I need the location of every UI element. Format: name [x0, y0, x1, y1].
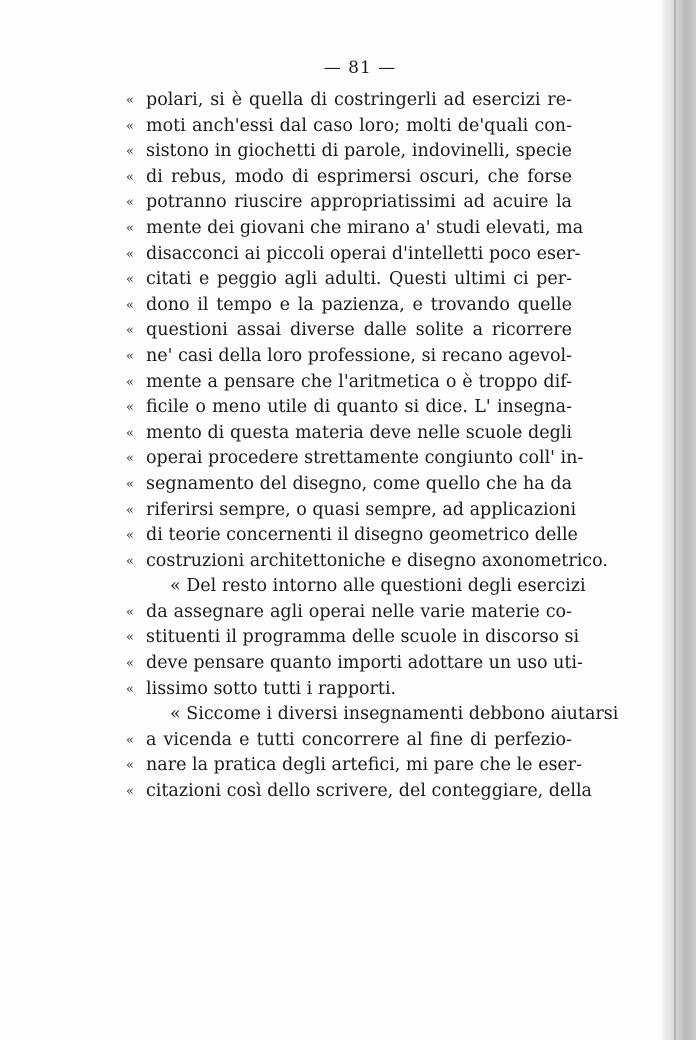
text-line [126, 190, 572, 216]
text-line-content: moti anch'essi dal caso loro; molti de'quali con- [146, 115, 572, 136]
page-edge-shadow [662, 0, 696, 1040]
text-line-content: potranno riuscire appropriatissimi ad acuire la [146, 192, 572, 213]
text-line [126, 549, 608, 575]
text-line [126, 677, 572, 703]
text-line-content: ne' casi della loro professione, si recano agevol- [146, 345, 572, 366]
text-line [126, 242, 581, 268]
quote-mark: « [126, 348, 134, 364]
quote-mark: « [126, 272, 134, 288]
quote-mark: « [126, 425, 134, 441]
text-line-content: deve pensare quanto importi adottare un uso uti- [146, 653, 583, 674]
text-line [146, 574, 586, 600]
text-line [126, 216, 584, 242]
text-line [146, 702, 619, 728]
text-line [126, 779, 592, 805]
text-line-content: sistono in giochetti di parole, indovinelli, specie [146, 141, 572, 162]
text-line [126, 114, 572, 140]
text-line-content: mente a pensare che l'aritmetica o è troppo dif- [146, 371, 572, 392]
quote-mark: « [126, 758, 134, 774]
text-line-content: nare la pratica degli artefici, mi pare che le eser- [146, 755, 583, 776]
text-line-content: a vicenda e tutti concorrere al fine di perfezio- [146, 729, 572, 750]
body-text [126, 88, 619, 805]
text-line-content: di rebus, modo di esprimersi oscuri, che forse [146, 166, 572, 187]
text-line-content: lissimo sotto tutti i rapporti. [146, 678, 397, 699]
text-line-content: mento di questa materia deve nelle scuole degli [146, 422, 572, 443]
quote-mark: « [126, 323, 134, 339]
text-line-content: « Siccome i diversi insegnamenti debbono aiutarsi [170, 704, 619, 725]
quote-mark: « [126, 784, 134, 800]
text-line-content: stituenti il programma delle scuole in discorso si [146, 627, 580, 648]
quote-mark: « [126, 195, 134, 211]
quote-mark: « [126, 220, 134, 236]
text-line-content: citazioni così dello scrivere, del conteggiare, della [146, 781, 592, 802]
text-line-content: da assegnare agli operai nelle varie materie co- [146, 601, 572, 622]
text-line [126, 753, 583, 779]
text-line [126, 344, 572, 370]
quote-mark: « [126, 246, 134, 262]
quote-mark: « [126, 144, 134, 160]
quote-mark: « [126, 374, 134, 390]
text-line [126, 318, 572, 344]
text-line [126, 395, 572, 421]
quote-mark: « [126, 297, 134, 313]
text-line-content: disacconci ai piccoli operai d'intelletti poco eser- [146, 243, 581, 264]
text-line-content: segnamento del disegno, come quello che ha da [146, 473, 572, 494]
quote-mark: « [126, 118, 134, 134]
quote-mark: « [126, 502, 134, 518]
text-line [126, 523, 578, 549]
text-line [126, 446, 584, 472]
text-line [126, 600, 572, 626]
text-line [126, 370, 572, 396]
text-line-content: dono il tempo e la pazienza, e trovando quelle [146, 294, 572, 315]
text-line-content: « Del resto intorno alle questioni degli esercizi [170, 576, 586, 597]
text-line [126, 421, 572, 447]
text-line-content: operai procedere strettamente congiunto coll' in- [146, 448, 584, 469]
quote-mark: « [126, 169, 134, 185]
text-line [126, 88, 572, 114]
quote-mark: « [126, 451, 134, 467]
quote-mark: « [126, 400, 134, 416]
page-edge-line [674, 0, 676, 1040]
text-line-content: ficile o meno utile di quanto si dice. L' insegna- [146, 397, 572, 418]
text-line-content: di teorie concernenti il disegno geometrico delle [146, 525, 578, 546]
quote-mark: « [126, 604, 134, 620]
text-line [126, 651, 583, 677]
quote-mark: « [126, 476, 134, 492]
quote-mark: « [126, 528, 134, 544]
quote-mark: « [126, 93, 134, 108]
text-line-content: costruzioni architettoniche e disegno axonometrico. [146, 550, 608, 571]
text-line [126, 293, 572, 319]
quote-mark: « [126, 656, 134, 672]
text-line [126, 139, 572, 165]
quote-mark: « [126, 681, 134, 697]
text-line [126, 165, 572, 191]
text-line-content: citati e peggio agli adulti. Questi ultimi ci per- [146, 269, 572, 290]
quote-mark: « [126, 553, 134, 569]
quote-mark: « [126, 630, 134, 646]
text-line [126, 472, 572, 498]
text-line-content: mente dei giovani che mirano a' studi elevati, ma [146, 217, 584, 238]
text-line [126, 625, 580, 651]
text-line [126, 267, 572, 293]
page-number: — 81 — [323, 58, 397, 78]
text-line-content: polari, si è quella di costringerli ad esercizi re- [146, 90, 572, 110]
quote-mark: « [126, 732, 134, 748]
text-line [126, 498, 577, 524]
text-line [126, 728, 572, 754]
text-line-content: questioni assai diverse dalle solite a ricorrere [146, 320, 572, 341]
text-line-content: riferirsi sempre, o quasi sempre, ad applicazioni [146, 499, 577, 520]
